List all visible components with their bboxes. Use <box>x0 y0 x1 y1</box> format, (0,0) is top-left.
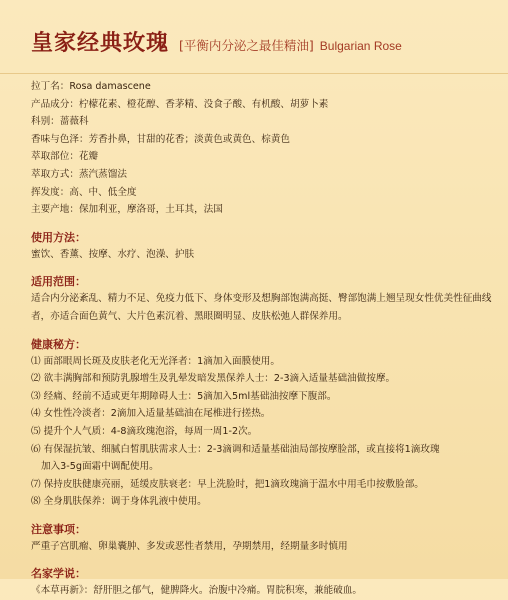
scope-text: 适合内分泌紊乱、精力不足、免疫力低下、身体变形及想胸部饱满高挺、臀部饱满上翘呈现女性优美性征曲线者，亦适合面色黄气、大片色素沉着、黑眼圈明显、皮肤松弛人群保养用。 <box>31 293 492 322</box>
classics-text: 《本草再新》：舒肝胆之郁气，健脾降火。治腹中冷痛。胃脘积寒，兼能破血。 <box>31 585 362 597</box>
info-origin: 主要产地：保加利亚，摩洛哥，土耳其，法国 <box>31 204 223 216</box>
info-family: 科别：蔷薇科 <box>31 116 89 128</box>
recipe-item-8: ⑻ 全身肌肤保养：调于身体乳液中使用。 <box>31 496 207 508</box>
cautions-text: 严重子宫肌瘤、卵巢囊肿、多发或恶性者禁用，孕期禁用，经期量多时慎用 <box>31 540 348 552</box>
recipe-item-6-continued: 加入3-5g面霜中调配使用。 <box>41 461 159 473</box>
recipe-item-5: ⑸ 提升个人气质：4-8滴玫瑰泡浴，每周一周1-2次。 <box>31 425 258 437</box>
info-extraction-method: 萃取方式：蒸汽蒸馏法 <box>31 168 127 180</box>
recipe-item-6: ⑹ 有保湿抗皱、细腻白皙肌肤需求人士：2-3滴调和适量基础油局部按摩脸部，或直接将1滴玫瑰 <box>31 443 440 455</box>
recipe-item-7: ⑺ 保持皮肤健康亮丽，延缓皮肤衰老：早上洗脸时，把1滴玫瑰滴于温水中用毛巾按敷脸部。 <box>31 478 424 490</box>
info-ingredients: 产品成分：柠檬花素、橙花醇、香茅精、没食子酸、有机酸、胡萝卜素 <box>31 98 329 110</box>
info-list <box>31 78 501 219</box>
page-title: 皇家经典玫瑰 <box>31 31 170 56</box>
info-aroma-color: 香味与色泽：芳香扑鼻，甘甜的花香；淡黄色或黄色、棕黄色 <box>31 133 291 145</box>
scope-heading: 适用范围： <box>31 275 86 289</box>
recipe-item-3: ⑶ 经痛、经前不适或更年期障碍人士：5滴加入5ml基础油按摩下腹部。 <box>31 390 337 402</box>
header <box>0 0 508 74</box>
content <box>31 78 501 600</box>
info-extraction-part: 萃取部位：花瓣 <box>31 151 99 163</box>
cautions-heading: 注意事项： <box>31 522 86 536</box>
page-subtitle: [平衡内分泌之最佳精油] <box>179 38 314 53</box>
recipe-item-2: ⑵ 欲丰满胸部和预防乳腺增生及乳晕发暗发黑保养人士：2-3滴入适量基础油做按摩。 <box>31 373 396 385</box>
usage-heading: 使用方法： <box>31 230 86 244</box>
recipe-item-4: ⑷ 女性性冷淡者：2滴加入适量基础油在尾椎进行搓热。 <box>31 408 271 420</box>
recipes-heading: 健康秘方： <box>31 337 86 351</box>
recipes-list <box>31 353 501 511</box>
page-subtitle-english: Bulgarian Rose <box>319 39 402 53</box>
info-latin-name: 拉丁名：Rosa damascene <box>31 81 151 92</box>
classics-heading: 名家学说： <box>31 567 86 581</box>
info-volatility: 挥发度：高、中、低全度 <box>31 186 137 198</box>
usage-text: 蜜饮、香薰、按摩、水疗、泡澡、护肤 <box>31 248 195 260</box>
recipe-item-1: ⑴ 面部眼周长斑及皮肤老化无光泽者：1滴加入面膜使用。 <box>31 355 280 367</box>
